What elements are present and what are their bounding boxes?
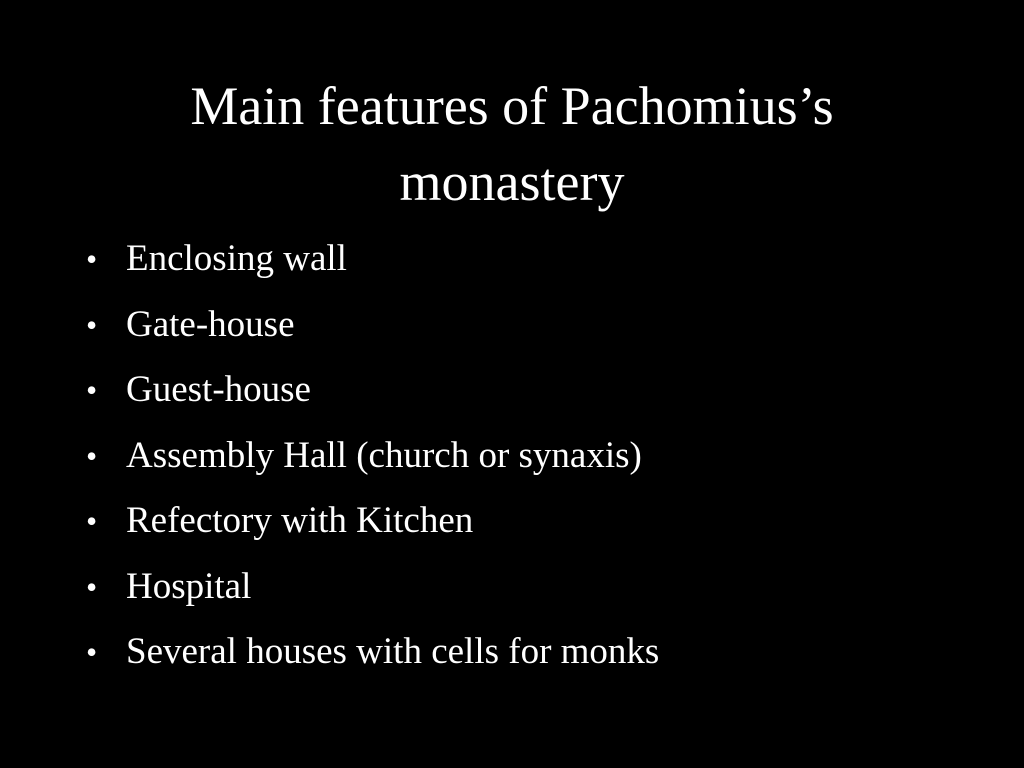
- list-item: [86, 554, 966, 620]
- list-item: [86, 488, 966, 554]
- bullet-icon: •: [86, 437, 98, 474]
- bullet-icon: •: [86, 306, 98, 343]
- list-item-text: Several houses with cells for monks: [126, 631, 660, 672]
- bullet-list: [86, 226, 966, 685]
- list-item-text: Refectory with Kitchen: [126, 500, 474, 541]
- list-item-text: Enclosing wall: [126, 238, 347, 279]
- list-item: [86, 292, 966, 358]
- bullet-icon: •: [86, 568, 98, 605]
- list-item-text: Gate-house: [126, 303, 295, 345]
- bullet-icon: •: [86, 503, 98, 539]
- list-item: [86, 619, 966, 685]
- bullet-icon: •: [86, 634, 98, 670]
- list-item-text: Hospital: [126, 565, 252, 607]
- list-item: [86, 423, 966, 489]
- list-item-text: Guest-house: [126, 369, 311, 410]
- slide-title: Main features of Pachomius’s monastery: [190, 76, 834, 212]
- list-item: [86, 357, 966, 423]
- bullet-icon: •: [86, 372, 98, 408]
- list-item: [86, 226, 966, 292]
- bullet-icon: •: [86, 241, 98, 277]
- list-item-text: Assembly Hall (church or synaxis): [126, 434, 642, 476]
